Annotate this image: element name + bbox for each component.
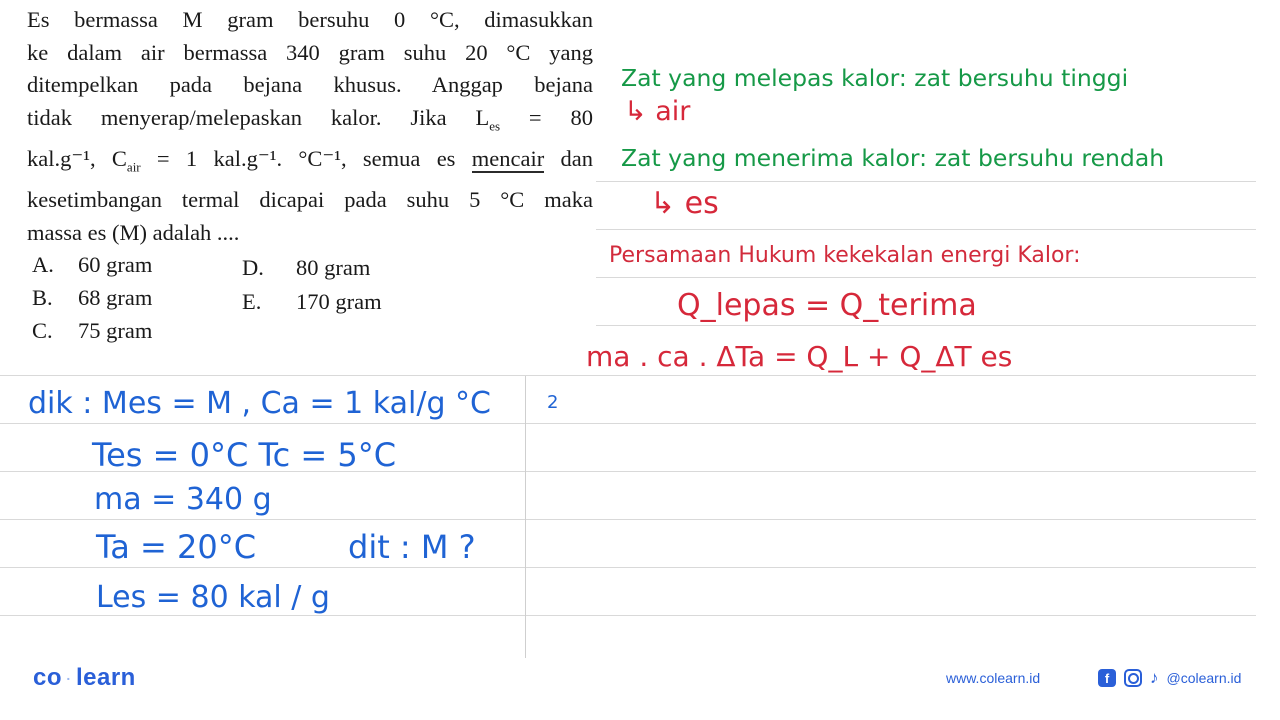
rule-line bbox=[596, 325, 1256, 326]
note-releaser-answer: ↳ air bbox=[624, 96, 691, 127]
rule-line bbox=[596, 229, 1256, 230]
note-releaser: Zat yang melepas kalor: zat bersuhu tinggi bbox=[621, 64, 1129, 92]
rule-line bbox=[596, 181, 1256, 182]
column-divider bbox=[525, 376, 526, 658]
rule-line bbox=[0, 423, 1256, 424]
option-b: B. 68 gram bbox=[32, 285, 153, 310]
website-link[interactable]: www.colearn.id bbox=[946, 670, 1041, 686]
equation-expanded: ma . ca . ΔTa = Q_L + Q_ΔT es bbox=[586, 340, 1013, 373]
rule-line bbox=[0, 567, 1256, 568]
problem-line-1: Es bermassa M gram bersuhu 0 °C, dimasukkan bbox=[27, 7, 593, 32]
problem-line-5: kal.g⁻¹, $C_{air} = 1$ kal.g⁻¹. °C⁻¹, semua es mencair dan bbox=[27, 145, 593, 175]
social-handle: @colearn.id bbox=[1166, 670, 1242, 686]
note-receiver-answer: ↳ es bbox=[650, 186, 719, 221]
colearn-logo: co · learn bbox=[33, 664, 136, 691]
underlined-word: mencair bbox=[471, 145, 545, 171]
option-e: E. 170 gram bbox=[242, 289, 382, 314]
option-d: D. 80 gram bbox=[242, 255, 371, 280]
problem-line-7: massa es (M) adalah .... bbox=[27, 219, 240, 245]
equation-heat-balance: Q_lepas = Q_terima bbox=[677, 288, 977, 323]
rule-line bbox=[0, 375, 1256, 376]
given-line-3: ma = 340 g bbox=[94, 482, 272, 517]
subscript-air: air bbox=[126, 159, 141, 175]
problem-line-2: ke dalam air bermassa 340 gram suhu 20 °C yang bbox=[27, 39, 593, 65]
given-line-5: Les = 80 kal / g bbox=[96, 580, 330, 615]
problem-line-3: ditempelkan pada bejana khusus. Anggap bejana bbox=[27, 72, 593, 98]
option-c: C. 75 gram bbox=[32, 318, 153, 343]
problem-line-4: tidak menyerap/melepaskan kalor. Jika $L_{es} = 80$ bbox=[27, 104, 593, 134]
instagram-icon[interactable] bbox=[1124, 669, 1142, 687]
problem-statement bbox=[27, 4, 593, 249]
note-receiver: Zat yang menerima kalor: zat bersuhu rendah bbox=[621, 144, 1165, 172]
given-line-1: dik : Mes = M , Ca = 1 kal/g °C bbox=[28, 386, 491, 421]
margin-mark: 2 bbox=[547, 392, 559, 413]
rule-line bbox=[0, 615, 1256, 616]
note-law-heading: Persamaan Hukum kekekalan energi Kalor: bbox=[609, 243, 1081, 268]
facebook-icon[interactable]: f bbox=[1098, 669, 1116, 687]
given-line-4: Ta = 20°C bbox=[96, 528, 257, 566]
given-line-2: Tes = 0°C Tc = 5°C bbox=[92, 436, 397, 474]
rule-line bbox=[596, 277, 1256, 278]
tiktok-icon[interactable]: ♪ bbox=[1150, 668, 1159, 687]
option-a: A. 60 gram bbox=[32, 252, 153, 277]
social-links bbox=[1098, 668, 1241, 688]
asked-line: dit : M ? bbox=[348, 528, 476, 566]
subscript-es: es bbox=[489, 118, 501, 134]
problem-line-6: kesetimbangan termal dicapai pada suhu 5 °C maka bbox=[27, 186, 593, 212]
rule-line bbox=[0, 519, 1256, 520]
